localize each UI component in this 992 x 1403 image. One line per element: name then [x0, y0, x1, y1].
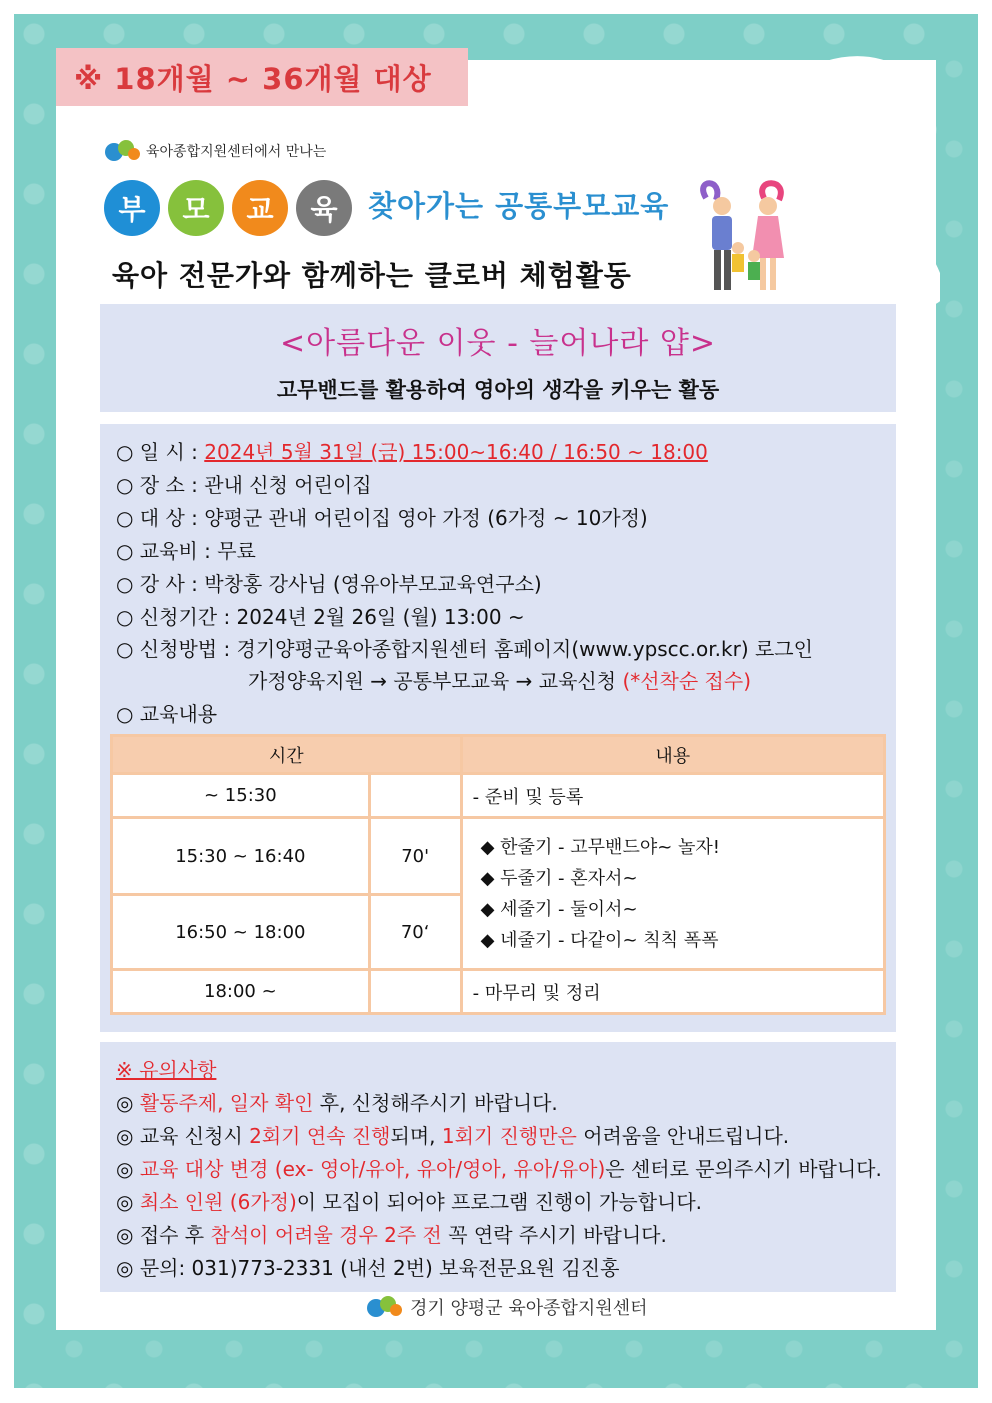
title-char-4: 육 [296, 180, 352, 236]
minutes-cell: 70' [369, 818, 461, 895]
header-time: 시간 [112, 736, 462, 774]
activity-item: ◆ 네줄기 - 다같이~ 칙칙 폭폭 [480, 929, 719, 951]
title-char-1: 부 [104, 180, 160, 236]
time-cell: 18:00 ~ [112, 970, 370, 1014]
notice-text: 꼭 연락 주시기 바랍니다. [441, 1223, 667, 1247]
info-place: ○ 장 소 : 관내 신청 어린이집 [116, 473, 372, 497]
notice-text: 문의: 031)773-2331 (내선 2번) 보육전문요원 김진홍 [139, 1256, 620, 1280]
notice-mark: ◎ [116, 1091, 134, 1115]
info-method-note: (*선착순 접수) [622, 669, 752, 693]
table-row [112, 970, 885, 1014]
info-date-label: ○ 일 시 : [116, 440, 198, 464]
title-char-3: 교 [232, 180, 288, 236]
target-age-badge: ※ 18개월 ~ 36개월 대상 [56, 48, 468, 106]
info-fee: ○ 교육비 : 무료 [116, 539, 256, 563]
notice-mark: ◎ [116, 1256, 134, 1280]
notice-line-1 [116, 1087, 558, 1116]
info-box [100, 424, 896, 1032]
title-char-2: 모 [168, 180, 224, 236]
topic-title: <아름다운 이웃 - 늘어나라 얍> [279, 326, 717, 361]
org-intro-text: 육아종합지원센터에서 만나는 [146, 144, 327, 160]
notice-text: 은 센터로 문의주시기 바랍니다. [605, 1157, 882, 1181]
center-logo-icon [366, 1294, 402, 1320]
topic-description: 고무밴드를 활용하여 영아의 생각을 키우는 활동 [276, 378, 720, 402]
activity-item: ◆ 세줄기 - 둘이서~ [480, 898, 638, 920]
footer-org-name: 경기 양평군 육아종합지원센터 [410, 1298, 648, 1319]
content-cell: - 마무리 및 정리 [461, 970, 884, 1014]
notice-title: ※ 유의사항 [116, 1058, 217, 1082]
minutes-cell [369, 774, 461, 818]
topic-box [100, 304, 896, 412]
notice-text: 이 모집이 되어야 프로그램 진행이 가능합니다. [296, 1190, 703, 1214]
notice-mark: ◎ [116, 1190, 134, 1214]
info-method-1: ○ 신청방법 : 경기양평군육아종합지원센터 홈페이지(www.ypscc.or.kr) 로그인 [116, 637, 813, 661]
minutes-cell [369, 970, 461, 1014]
notice-highlight: 1회기 진행만은 [441, 1124, 577, 1148]
notice-text: 교육 신청시 [139, 1124, 250, 1148]
title-circles [104, 180, 352, 236]
info-period: ○ 신청기간 : 2024년 2월 26일 (월) 13:00 ~ [116, 605, 525, 629]
notice-highlight: 참석이 어려울 경우 2주 전 [210, 1223, 442, 1247]
notice-mark: ◎ [116, 1223, 134, 1247]
notice-box [100, 1042, 896, 1292]
time-cell: 16:50 ~ 18:00 [112, 895, 370, 970]
headline: 육아 전문가와 함께하는 클로버 체험활동 [112, 259, 632, 292]
notice-line-3 [116, 1153, 882, 1182]
notice-line-5 [116, 1219, 667, 1248]
content-cell: - 준비 및 등록 [461, 774, 884, 818]
notice-line-4 [116, 1186, 702, 1215]
minutes-cell: 70‘ [369, 895, 461, 970]
header-content: 내용 [461, 736, 884, 774]
info-date [116, 436, 708, 465]
info-date-value: 2024년 5월 31일 (금) 15:00~16:40 / 16:50 ~ 18:00 [204, 440, 708, 464]
time-cell: 15:30 ~ 16:40 [112, 818, 370, 895]
notice-highlight: 2회기 연속 진행 [249, 1124, 391, 1148]
info-method-path: 가정양육지원 → 공통부모교육 → 교육신청 [248, 669, 617, 693]
notice-highlight: 교육 대상 변경 (ex- 영아/유아, 유아/영아, 유아/유아) [139, 1157, 606, 1181]
info-method-2 [248, 665, 751, 694]
family-illustration [694, 178, 804, 300]
subtitle: 찾아가는 공통부모교육 [368, 189, 670, 223]
footer [366, 1294, 648, 1320]
center-logo-icon [104, 138, 140, 164]
notice-highlight: 활동주제, 일자 확인 [139, 1091, 314, 1115]
notice-mark: ◎ [116, 1157, 134, 1181]
notice-text: 어려움을 안내드립니다. [576, 1124, 790, 1148]
notice-text: 접수 후 [139, 1223, 211, 1247]
activity-item: ◆ 두줄기 - 혼자서~ [480, 867, 638, 889]
info-lecturer: ○ 강 사 : 박창홍 강사님 (영유아부모교육연구소) [116, 572, 542, 596]
org-intro [104, 138, 326, 164]
notice-text: 후, 신청해주시기 바랍니다. [313, 1091, 558, 1115]
notice-line-6 [116, 1252, 619, 1281]
time-cell: ~ 15:30 [112, 774, 370, 818]
table-header-row [112, 736, 885, 774]
notice-mark: ◎ [116, 1124, 134, 1148]
table-row [112, 774, 885, 818]
notice-highlight: 최소 인원 (6가정) [139, 1190, 297, 1214]
notice-text: 되며, [390, 1124, 442, 1148]
activity-item: ◆ 한줄기 - 고무밴드야~ 놀자! [480, 836, 721, 858]
activities-cell [461, 818, 884, 970]
info-content-label: ○ 교육내용 [116, 702, 218, 726]
table-row [112, 818, 885, 895]
info-target: ○ 대 상 : 양평군 관내 어린이집 영아 가정 (6가정 ~ 10가정) [116, 506, 648, 530]
schedule-table [110, 734, 886, 1015]
notice-line-2 [116, 1120, 789, 1149]
